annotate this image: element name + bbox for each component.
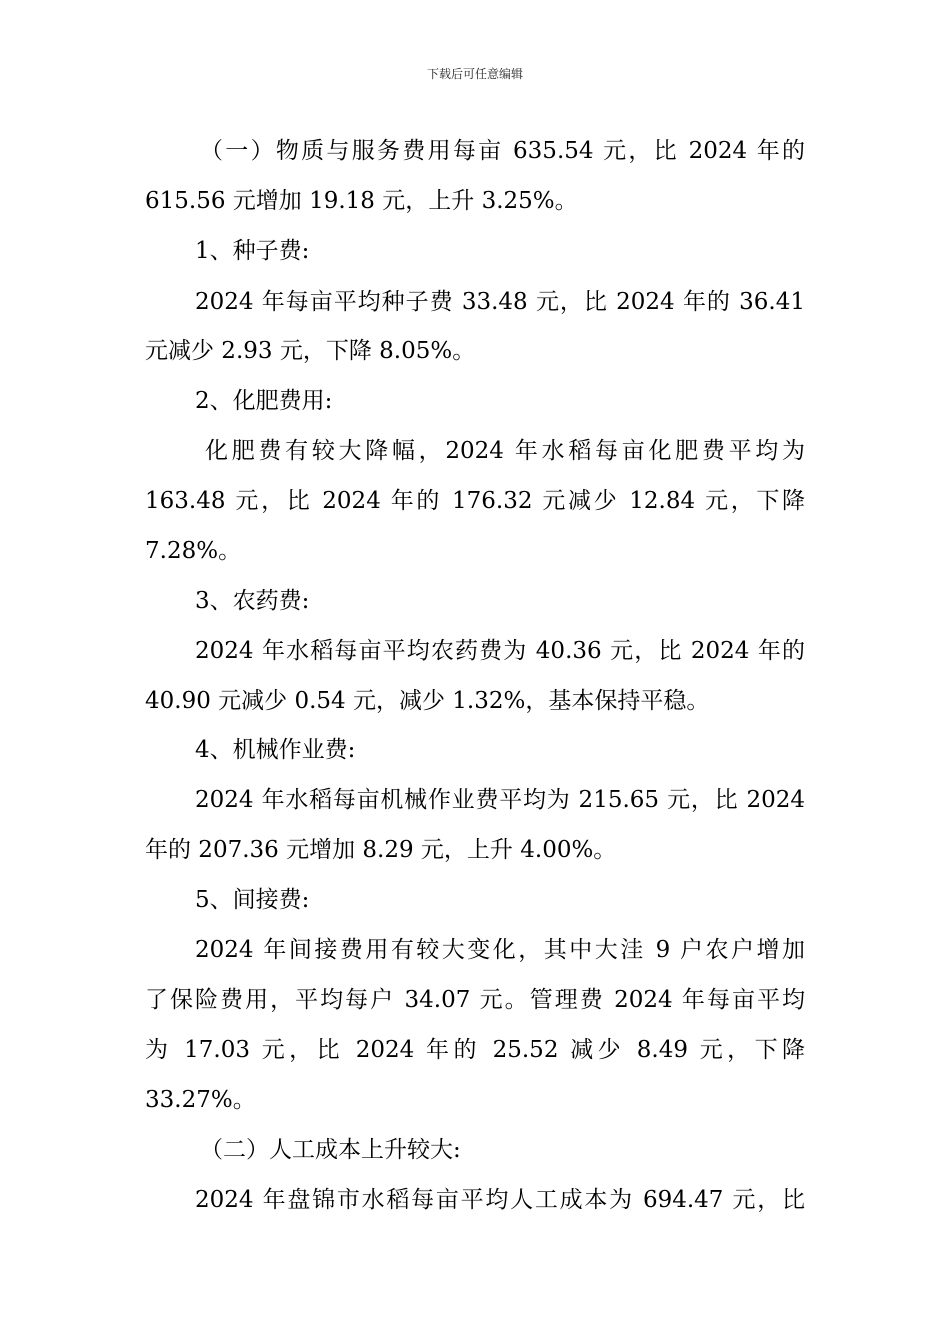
section-heading: 3、农药费: xyxy=(195,588,310,614)
paragraph-line: 化肥费有较大降幅，2024 年水稻每亩化肥费平均为 xyxy=(205,438,805,464)
section-heading: 5、间接费: xyxy=(195,887,310,913)
section-heading: （二）人工成本上升较大: xyxy=(200,1137,461,1163)
section-heading: 1、种子费: xyxy=(195,238,310,264)
paragraph-line: 163.48 元，比 2024 年的 176.32 元减少 12.84 元，下降 xyxy=(145,488,805,514)
paragraph-line: 2024 年水稻每亩机械作业费平均为 215.65 元，比 2024 xyxy=(195,787,805,813)
paragraph-line: 元减少 2.93 元，下降 8.05%。 xyxy=(145,338,476,364)
paragraph-line: 2024 年间接费用有较大变化，其中大洼 9 户农户增加 xyxy=(195,937,805,963)
paragraph-line: 2024 年盘锦市水稻每亩平均人工成本为 694.47 元，比 xyxy=(195,1187,805,1213)
paragraph-line: 年的 207.36 元增加 8.29 元，上升 4.00%。 xyxy=(145,837,617,863)
section-heading: 4、机械作业费: xyxy=(195,737,356,763)
paragraph-line: （一）物质与服务费用每亩 635.54 元，比 2024 年的 xyxy=(200,138,805,164)
paragraph-line: 为 17.03 元，比 2024 年的 25.52 减少 8.49 元，下降 xyxy=(145,1037,805,1063)
section-heading: 2、化肥费用: xyxy=(195,388,333,414)
paragraph-line: 615.56 元增加 19.18 元，上升 3.25%。 xyxy=(145,188,578,214)
paragraph-line: 了保险费用，平均每户 34.07 元。管理费 2024 年每亩平均 xyxy=(145,987,805,1013)
paragraph-line: 2024 年水稻每亩平均农药费为 40.36 元，比 2024 年的 xyxy=(195,638,805,664)
paragraph-line: 7.28%。 xyxy=(145,538,242,564)
paragraph-line: 33.27%。 xyxy=(145,1087,256,1113)
page-header: 下载后可任意编辑 xyxy=(426,67,523,81)
paragraph-line: 2024 年每亩平均种子费 33.48 元，比 2024 年的 36.41 xyxy=(195,289,805,315)
paragraph-line: 40.90 元减少 0.54 元，减少 1.32%，基本保持平稳。 xyxy=(145,688,710,714)
